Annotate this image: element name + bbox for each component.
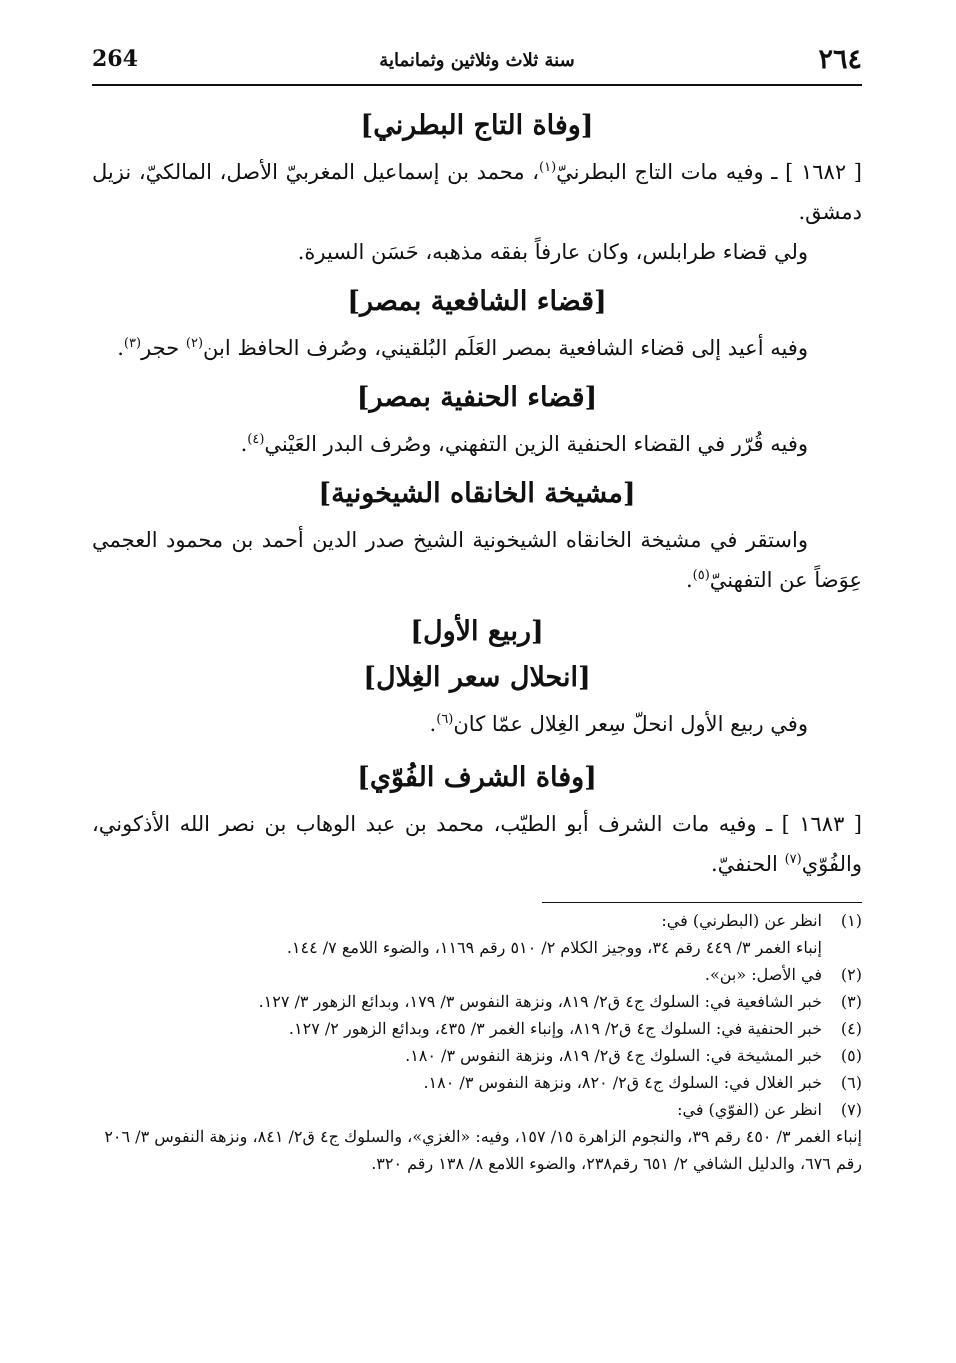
footnote-ref: (٥) [692,568,710,583]
footnote-number: (٦) [840,1073,862,1092]
paragraph-text: . [240,432,248,456]
footnote-text: في الأصل: «بن». [704,965,822,984]
paragraph-text: [ ١٦٨٣ ] ـ وفيه مات الشرف أبو الطيّب، محمد بن عبد الوهاب بن نصر الله الأذكوني، والفُوّي [92,812,862,876]
paragraph-text: وفيه أعيد إلى قضاء الشافعية بمصر العَلَم البُلقيني، وصُرف الحافظ ابن [203,336,808,360]
paragraph-text: ، محمد بن إسماعيل المغربيّ الأصل، المالكيّ، نزيل دمشق. [92,160,862,224]
footnote-text: خبر الغلال في: السلوك ج٤ ق٢/ ٨٢٠، ونزهة النفوس ٣/ ١٨٠. [423,1073,822,1092]
footnote-text: انظر عن (الفوّي) في: [677,1100,822,1119]
footnote-ref: (٢) [185,336,204,351]
footnote-number: (٥) [840,1046,862,1065]
footnote [92,988,862,1015]
paragraph-text: . [685,568,693,592]
footnote-text: خبر المشيخة في: السلوك ج٤ ق٢/ ٨١٩، ونزهة النفوس ٣/ ١٨٠. [405,1046,822,1065]
footnote [92,961,862,988]
footnote [92,934,862,961]
paragraph [92,704,862,744]
page-number-latin: 264 [92,46,138,72]
footnote-number: (٢) [840,965,862,984]
paragraph [92,804,862,884]
paragraph [92,520,862,600]
paragraph-text: [ ١٦٨٢ ] ـ وفيه مات التاج البطرنيّ [556,160,862,184]
footnote-text: خبر الحنفية في: السلوك ج٤ ق٢/ ٨١٩، وإنباء الغمر ٣/ ٤٣٥، وبدائع الزهور ٢/ ١٢٧. [288,1019,822,1038]
section-heading: [ربيع الأول] [410,616,544,647]
footnote-ref: (٦) [436,712,454,727]
paragraph [92,232,862,272]
section-heading: [قضاء الحنفية بمصر] [356,382,598,413]
paragraph [92,152,862,232]
section-heading: [وفاة التاج البطرني] [360,110,594,141]
footnote-rule [542,902,862,903]
section-heading: [قضاء الشافعية بمصر] [347,286,607,317]
footnote [92,907,862,934]
section-heading: [انحلال سعر الغِلال] [363,662,591,693]
footnote [92,1123,862,1177]
footnote-ref: (١) [539,160,557,175]
paragraph-text: . [117,336,124,360]
footnotes [92,907,862,1177]
paragraph [92,328,862,368]
footnote-number: (٧) [840,1100,862,1119]
footnote [92,1015,862,1042]
footnote-ref: (٧) [784,852,802,867]
footnote-number: (٤) [840,1019,862,1038]
paragraph-text: وفي ربيع الأول انحلّ سِعر الغِلال عمّا كان [453,712,808,736]
footnote-text: انظر عن (البطرني) في: [661,911,822,930]
paragraph-text: الحنفيّ. [710,852,785,876]
footnote-ref: (٤) [247,432,265,447]
page [92,40,862,1177]
footnote-text: إنباء الغمر ٣/ ٤٤٩ رقم ٣٤، ووجيز الكلام ٢/ ٥١٠ رقم ١١٦٩، والضوء اللامع ٧/ ١٤٤. [286,938,822,957]
paragraph-text: ولي قضاء طرابلس، وكان عارفاً بفقه مذهبه، حَسَن السيرة. [297,240,808,264]
section-heading: [مشيخة الخانقاه الشيخونية] [318,478,636,509]
paragraph-text: . [429,712,437,736]
page-number-arabic: ٢٦٤ [818,44,862,75]
paragraph-text: واستقر في مشيخة الخانقاه الشيخونية الشيخ صدر الدين أحمد بن محمود العجمي عِوَضاً عن التفهنيّ [92,528,862,592]
footnote-number: (٣) [840,992,862,1011]
footnote [92,1042,862,1069]
page-header [92,40,862,86]
footnote-text: خبر الشافعية في: السلوك ج٤ ق٢/ ٨١٩، ونزهة النفوس ٣/ ١٧٩، وبدائع الزهور ٣/ ١٢٧. [258,992,822,1011]
running-title: سنة ثلاث وثلاثين وثمانماية [379,50,575,71]
paragraph-text: حجر [141,336,186,360]
body-text [92,106,862,884]
paragraph [92,424,862,464]
footnote [92,1069,862,1096]
footnote-ref: (٣) [123,336,142,351]
section-heading: [وفاة الشرف الفُوّي] [357,762,597,793]
footnote-text: إنباء الغمر ٣/ ٤٥٠ رقم ٣٩، والنجوم الزاهرة ١٥/ ١٥٧، وفيه: «الغزي»، والسلوك ج٤ ق٢/ ٨٤١، ونزهة النفوس ٣/ ٢٠٦ رقم ٦٧٦، والدليل الشافي ٢/ ٦٥١ رقم٢٣٨، والضوء اللامع ٨/ ١٣٨ رقم ٣٢٠. [104,1127,862,1173]
footnote [92,1096,862,1123]
paragraph-text: وفيه قُرّر في القضاء الحنفية الزين التفهني، وصُرف البدر العَيْني [264,432,808,456]
footnote-number: (١) [840,911,862,930]
